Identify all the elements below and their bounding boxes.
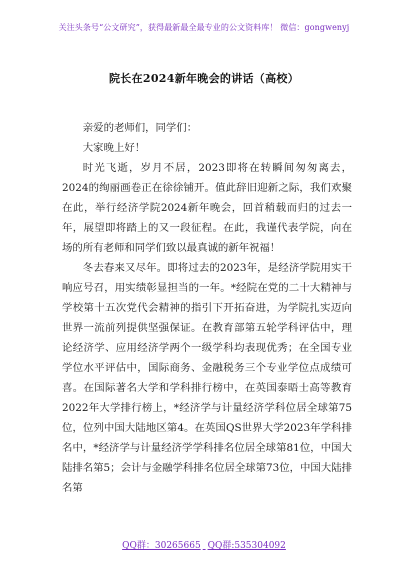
document-title: 院长在2024新年晚会的讲话（高校）	[108, 72, 299, 85]
qq-footer	[0, 538, 408, 551]
body-paragraph: 时光飞逝，岁月不居，2023即将在转瞬间匆匆离去，2024的绚丽画卷正在徐徐铺开。值此辞旧迎新之际，我们欢聚在此，举行经济学院2024新年晚会，回首稍载而归的过去一年，展望即将踏上的又一段征程。在此，我谨代表学院，向在场的所有老师和同学们致以最真诚的新年祝福！	[62, 162, 352, 254]
document-body	[62, 118, 352, 498]
body-paragraph: 冬去春来又尽年。即将过去的2023年，是经济学院用实干响应号召，用实绩彰显担当的一年。*经院在党的二十大精神与学校第十五次党代会精神的指引下开拓奋进，为学院扎实迈向世界一流前列提供坚强保证。在教育部第五轮学科评估中，理论经济学、应用经济学两个一级学科均表现优秀；在全国专业学位水平评估中，国际商务、金融税务三个专业学位点成绩可喜。在国际著名大学和学科排行榜中，在英国泰晤士高等教育2022年大学排行榜上，*经济学与计量经济学科位居全球第75位，位列中国大陆地区第4。在英国QS世界大学2023年学科排名中，*经济学与计量经济学学科排名位居全球第81位，中国大陆排名第5；会计与金融学科排名位居全球第73位，中国大陆排名第	[62, 262, 352, 494]
qq-group-1[interactable]: QQ群：30265665	[122, 541, 201, 551]
salutation: 亲爱的老师们，同学们：	[82, 122, 198, 134]
promo-header-text: 关注头条号“公文研究”，获得最新最全最专业的公文资料库！ 微信：gongwenyj	[58, 23, 350, 32]
greeting-line: 大家晚上好！	[82, 142, 146, 154]
qq-group-2[interactable]: QQ群:535304092	[207, 541, 286, 551]
promo-header	[0, 22, 408, 33]
